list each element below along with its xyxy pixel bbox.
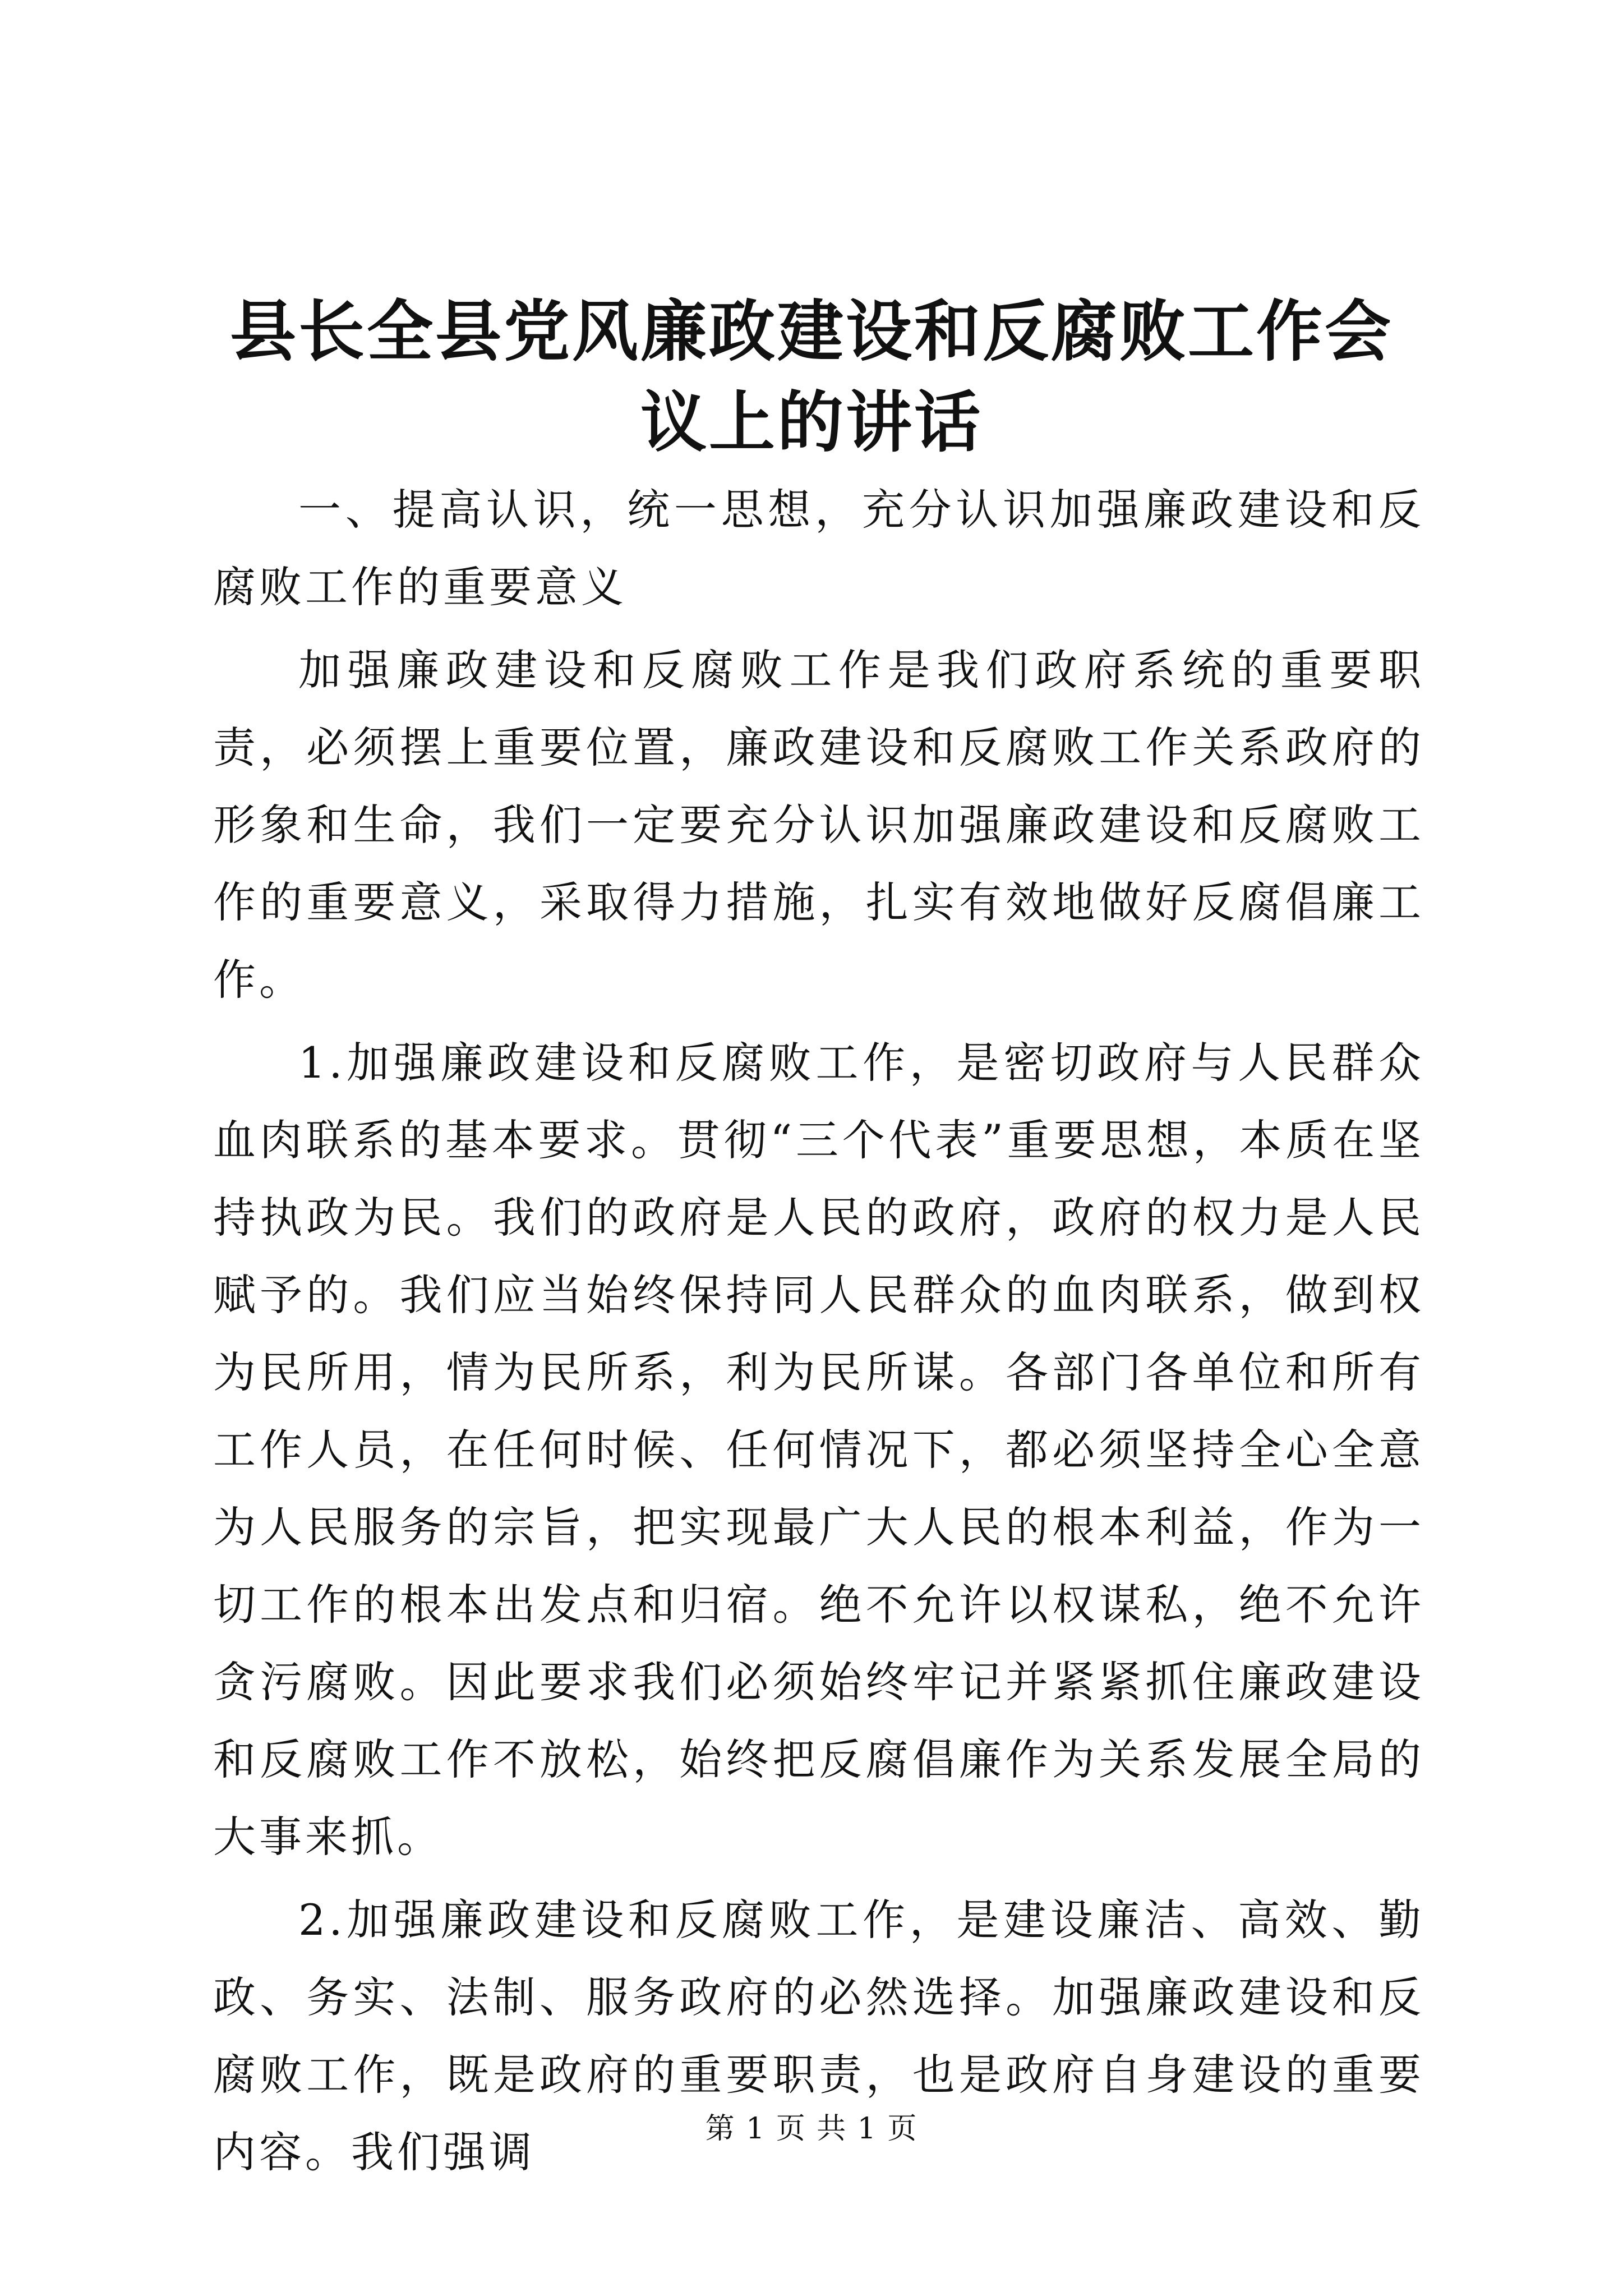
document-body <box>213 471 1424 2191</box>
page-footer: 第 1 页 共 1 页 <box>705 2112 918 2146</box>
paragraph: 1.加强廉政建设和反腐败工作，是密切政府与人民群众血肉联系的基本要求。贯彻“三个代表”重要思想，本质在坚持执政为民。我们的政府是人民的政府，政府的权力是人民赋予的。我们应当始终保持同人民群众的血肉联系，做到权为民所用，情为民所系，利为民所谋。各部门各单位和所有工作人员，在任何时候、任何情况下，都必须坚持全心全意为人民服务的宗旨，把实现最广大人民的根本利益，作为一切工作的根本出发点和归宿。绝不允许以权谋私，绝不允许贪污腐败。因此要求我们必须始终牢记并紧紧抓住廉政建设和反腐败工作不放松，始终把反腐倡廉作为关系发展全局的大事来抓。 <box>213 1038 1424 1862</box>
section-heading: 一、提高认识，统一思想，充分认识加强廉政建设和反腐败工作的重要意义 <box>213 485 1424 612</box>
paragraph: 加强廉政建设和反腐败工作是我们政府系统的重要职责，必须摆上重要位置，廉政建设和反腐败工作关系政府的形象和生命，我们一定要充分认识加强廉政建设和反腐败工作的重要意义，采取得力措施，扎实有效地做好反腐倡廉工作。 <box>213 645 1424 1005</box>
paragraph: 2.加强廉政建设和反腐败工作，是建设廉洁、高效、勤政、务实、法制、服务政府的必然选择。加强廉政建设和反腐败工作，既是政府的重要职责，也是政府自身建设的重要内容。我们强调 <box>213 1895 1424 2177</box>
document-title: 县长全县党风廉政建设和反腐败工作会议上的讲话 <box>229 292 1393 461</box>
